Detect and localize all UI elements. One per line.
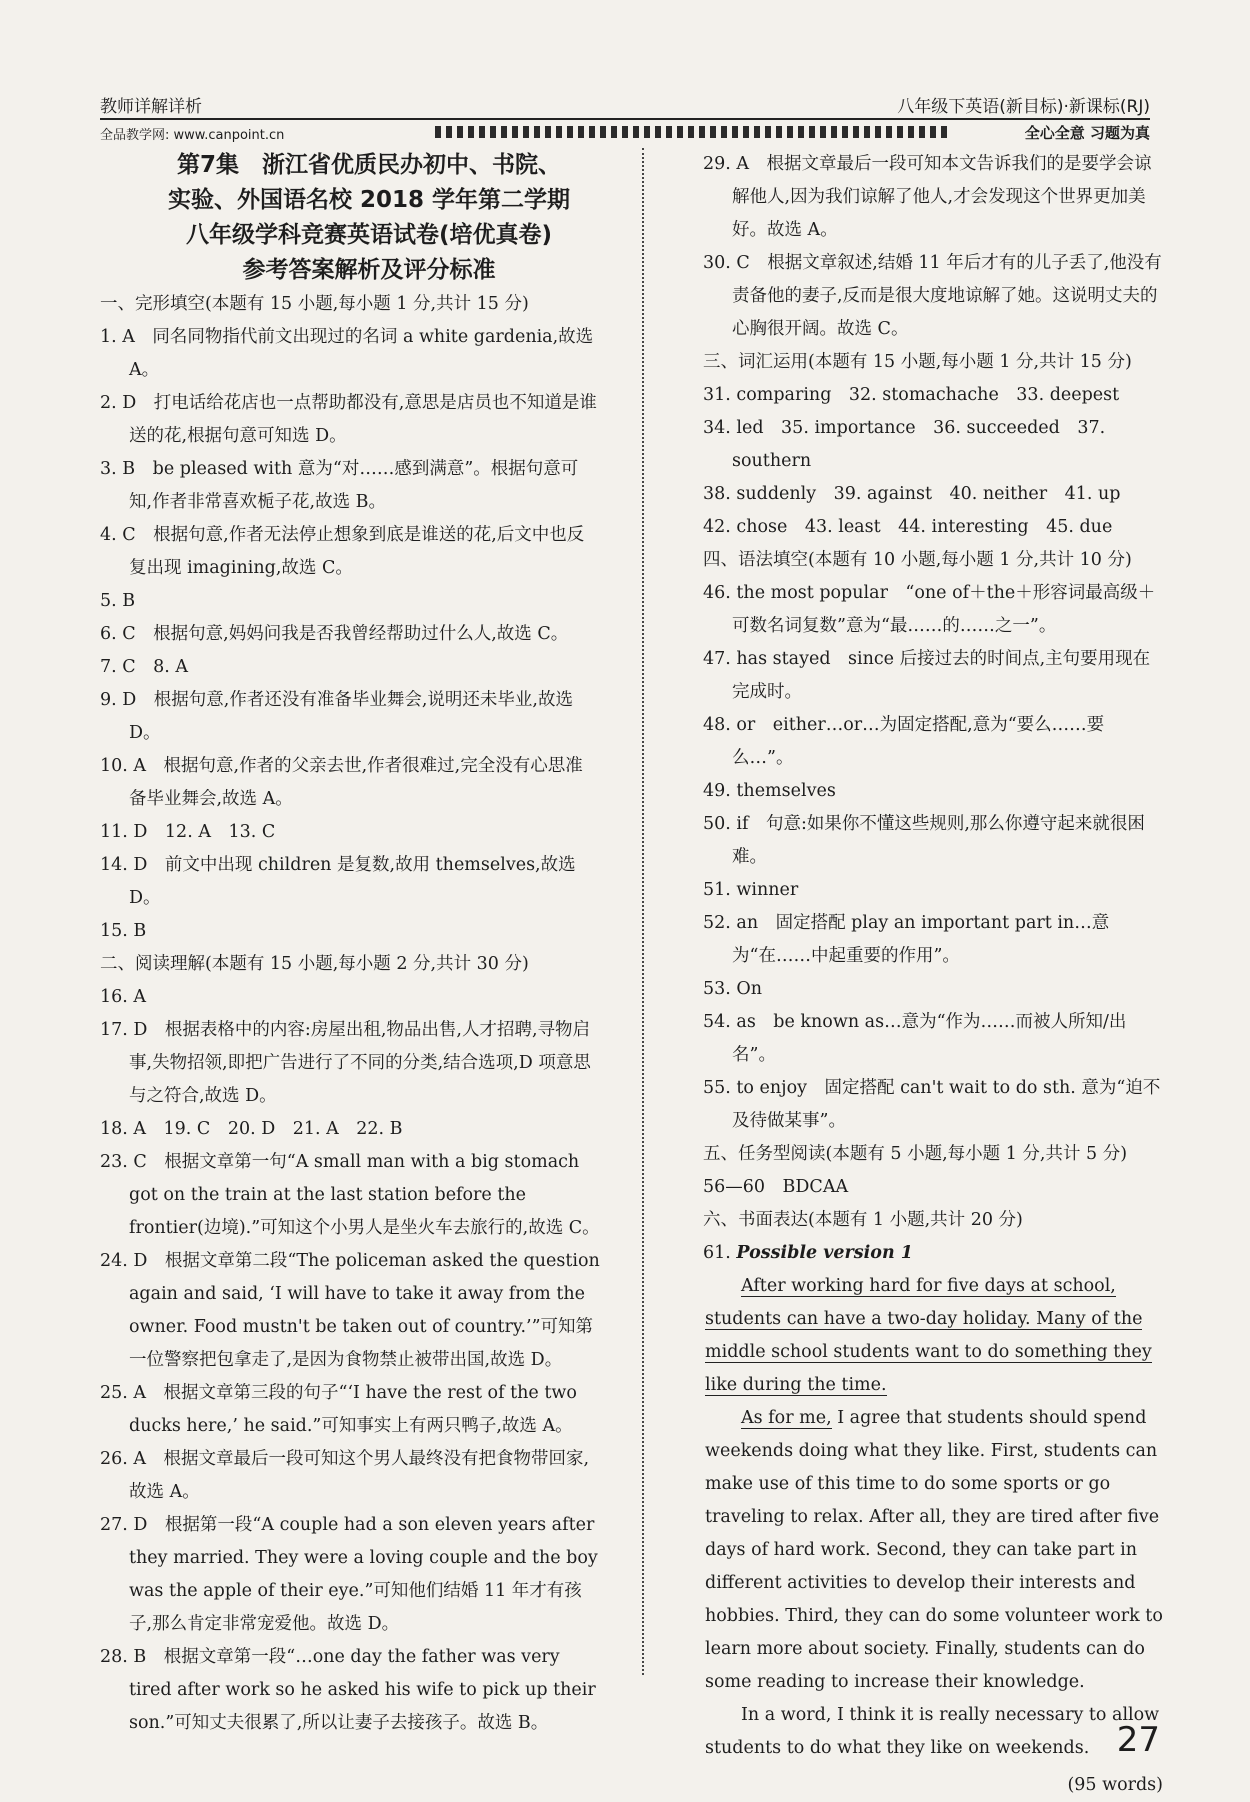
- header-brand: 全心全意 习题为真: [1024, 124, 1150, 142]
- answer-24: 24. D 根据文章第二段“The policeman asked the question again and said, ‘I will have to take it away from the owner. Food mustn't be taken out of country.’”可知第一位警察把包拿走了,是因为食物禁止被带出国,故选 D。: [100, 1251, 600, 1370]
- essay-number: 61.: [703, 1243, 731, 1263]
- answer-4: 4. C 根据句意,作者无法停止想象到底是谁送的花,后文中也反复出现 imagining,故选 C。: [100, 525, 585, 578]
- answer-56-60: 56—60 BDCAA: [703, 1177, 849, 1197]
- answer-25: 25. A 根据文章第三段的句子“‘I have the rest of the two ducks here,’ he said.”可知事实上有两只鸭子,故选 A。: [100, 1383, 577, 1436]
- vocab-row-4: 42. chose 43. least 44. interesting 45. due: [703, 517, 1113, 537]
- header-bar: [100, 118, 1150, 142]
- answer-11-13: 11. D 12. A 13. C: [100, 822, 276, 842]
- page-header: [100, 92, 1150, 118]
- page-number: 27: [1116, 1720, 1160, 1760]
- answer-28: 28. B 根据文章第一段“…one day the father was very tired after work so he asked his wife to pick up their son.”可知丈夫很累了,所以让妻子去接孩子。故选 B。: [100, 1647, 596, 1733]
- title-line-1: 第7集 浙江省优质民办初中、书院、: [176, 152, 561, 178]
- answer-7-8: 7. C 8. A: [100, 657, 189, 677]
- section-heading-6: 六、书面表达(本题有 1 小题,共计 20 分): [703, 1210, 1023, 1230]
- answer-51: 51. winner: [703, 880, 799, 900]
- vocab-row-2: 34. led 35. importance 36. succeeded 37. southern: [703, 418, 1106, 471]
- section-heading-2: 二、阅读理解(本题有 15 小题,每小题 2 分,共计 30 分): [100, 954, 529, 974]
- column-divider: [642, 148, 644, 1675]
- title-line-2: 实验、外国语名校 2018 学年第二学期: [167, 187, 571, 213]
- essay-paragraph-1: [705, 1270, 1163, 1402]
- answer-53: 53. On: [703, 979, 763, 999]
- title-line-3: 八年级学科竞赛英语试卷(培优真卷): [185, 222, 553, 248]
- answer-5: 5. B: [100, 591, 136, 611]
- answer-50: 50. if 句意:如果你不懂这些规则,那么你遵守起来就很困难。: [703, 814, 1145, 867]
- answer-55: 55. to enjoy 固定搭配 can't wait to do sth. 意为“迫不及待做某事”。: [703, 1078, 1161, 1131]
- section-heading-1: 一、完形填空(本题有 15 小题,每小题 1 分,共计 15 分): [100, 294, 529, 314]
- answer-23: 23. C 根据文章第一句“A small man with a big stomach got on the train at the last station before the frontier(边境).”可知这个小男人是坐火车去旅行的,故选 C。: [100, 1152, 600, 1238]
- answer-29: 29. A 根据文章最后一段可知本文告诉我们的是要学会谅解他人,因为我们谅解了他人,才会发现这个世界更加美好。故选 A。: [703, 154, 1152, 240]
- answer-30: 30. C 根据文章叙述,结婚 11 年后才有的儿子丢了,他没有责备他的妻子,反而是很大度地谅解了她。这说明丈夫的心胸很开阔。故选 C。: [703, 253, 1162, 339]
- answer-52: 52. an 固定搭配 play an important part in…意为“在……中起重要的作用”。: [703, 913, 1110, 966]
- essay-paragraph-1-text: After working hard for five days at school, students can have a two-day holiday. Many of the middle school students want to do something they like during the time.: [705, 1276, 1152, 1395]
- answer-46: 46. the most popular “one of＋the＋形容词最高级＋可数名词复数”意为“最……的……之一”。: [703, 583, 1156, 636]
- essay-title: Possible version 1: [736, 1243, 913, 1263]
- answer-3: 3. B be pleased with 意为“对……感到满意”。根据句意可知,作者非常喜欢栀子花,故选 B。: [100, 459, 579, 512]
- answer-1: 1. A 同名同物指代前文出现过的名词 a white gardenia,故选 A。: [100, 327, 594, 380]
- essay-paragraph-2: [705, 1402, 1163, 1699]
- header-right: 八年级下英语(新目标)·新课标(RJ): [897, 97, 1150, 117]
- answer-14: 14. D 前文中出现 children 是复数,故用 themselves,故选 D。: [100, 855, 576, 908]
- section-heading-5: 五、任务型阅读(本题有 5 小题,每小题 1 分,共计 5 分): [703, 1144, 1128, 1164]
- vocab-row-3: 38. suddenly 39. against 40. neither 41. up: [703, 484, 1121, 504]
- answer-47: 47. has stayed since 后接过去的时间点,主句要用现在完成时。: [703, 649, 1151, 702]
- answer-17: 17. D 根据表格中的内容:房屋出租,物品出售,人才招聘,寻物启事,失物招领,即把广告进行了不同的分类,结合选项,D 项意思与之符合,故选 D。: [100, 1020, 591, 1106]
- answer-10: 10. A 根据句意,作者的父亲去世,作者很难过,完全没有心思准备毕业舞会,故选 A。: [100, 756, 583, 809]
- answer-26: 26. A 根据文章最后一段可知这个男人最终没有把食物带回家,故选 A。: [100, 1449, 590, 1502]
- vocab-row-1: 31. comparing 32. stomachache 33. deepest: [703, 385, 1120, 405]
- answer-16: 16. A: [100, 987, 147, 1007]
- answer-15: 15. B: [100, 921, 147, 941]
- essay-paragraph-2-lead: As for me,: [741, 1408, 832, 1428]
- answer-2: 2. D 打电话给花店也一点帮助都没有,意思是店员也不知道是谁送的花,根据句意可知选 D。: [100, 393, 597, 446]
- answer-18-22: 18. A 19. C 20. D 21. A 22. B: [100, 1119, 403, 1139]
- section-heading-4: 四、语法填空(本题有 10 小题,每小题 1 分,共计 10 分): [703, 550, 1132, 570]
- answer-6: 6. C 根据句意,妈妈问我是否我曾经帮助过什么人,故选 C。: [100, 624, 569, 644]
- title-line-4: 参考答案解析及评分标准: [242, 257, 496, 283]
- essay-paragraph-2-text: I agree that students should spend weekends doing what they like. First, students can make use of this time to do some sports or go traveling to relax. After all, they are tired after five days of hard work. Second, they can take part in different activities to develop their interests and hobbies. Third, they can do some volunteer work to learn more about society. Finally, students can do some reading to increase their knowledge.: [705, 1408, 1163, 1692]
- answer-27: 27. D 根据第一段“A couple had a son eleven years after they married. They were a loving couple and the boy was the apple of their eye.”可知他们结婚 11 年才有孩子,那么肯定非常宠爱他。故选 D。: [100, 1515, 598, 1634]
- answer-48: 48. or either…or…为固定搭配,意为“要么……要么…”。: [703, 715, 1105, 768]
- essay-heading: [703, 1237, 1163, 1270]
- header-left: 教师详解详析: [100, 97, 202, 117]
- right-column: [703, 148, 1163, 1802]
- section-heading-3: 三、词汇运用(本题有 15 小题,每小题 1 分,共计 15 分): [703, 352, 1132, 372]
- word-count: (95 words): [1067, 1775, 1163, 1795]
- left-column: [100, 148, 600, 1740]
- header-dashes: [435, 126, 950, 138]
- essay-paragraph-3: In a word, I think it is really necessary to allow students to do what they like on weekends.: [705, 1705, 1160, 1758]
- answer-49: 49. themselves: [703, 781, 836, 801]
- answer-9: 9. D 根据句意,作者还没有准备毕业舞会,说明还未毕业,故选 D。: [100, 690, 573, 743]
- header-site: 全品教学网: www.canpoint.cn: [100, 128, 285, 143]
- answer-54: 54. as be known as…意为“作为……而被人所知/出名”。: [703, 1012, 1127, 1065]
